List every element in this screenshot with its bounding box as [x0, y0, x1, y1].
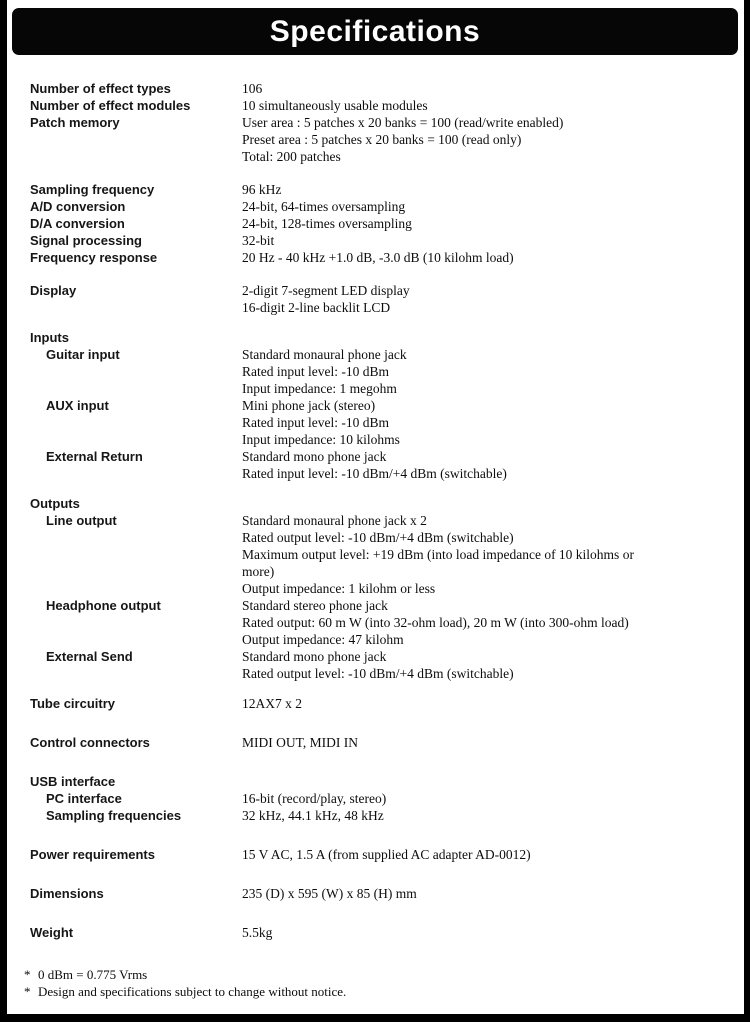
footnotes [24, 967, 734, 1000]
spec-section-row [30, 773, 734, 790]
spec-label: A/D conversion [30, 199, 126, 214]
spec-row [30, 114, 734, 165]
spec-row [30, 198, 734, 215]
spec-value-line: Input impedance: 10 kilohms [242, 432, 400, 447]
spec-values [242, 114, 734, 165]
specifications-header [12, 8, 738, 55]
spec-values [242, 695, 734, 712]
spec-value-line: Rated output: 60 m W (into 32-ohm load), 20 m W (into 300-ohm load) [242, 615, 629, 630]
spec-value-line: MIDI OUT, MIDI IN [242, 735, 358, 750]
spec-label: Outputs [30, 496, 80, 511]
spec-values [242, 885, 734, 902]
footnote-marker: * [24, 983, 31, 999]
spec-row [30, 846, 734, 863]
spec-label: Display [30, 283, 77, 298]
spec-label: External Return [46, 449, 143, 464]
spec-row [30, 97, 734, 114]
spec-value-line: 5.5kg [242, 925, 273, 940]
spec-values [242, 846, 734, 863]
spec-label: Number of effect types [30, 81, 171, 96]
page-title: Specifications [269, 14, 481, 48]
spec-label: Control connectors [30, 735, 150, 750]
spec-label: PC interface [46, 791, 122, 806]
footnote-text: 0 dBm = 0.775 Vrms [38, 967, 148, 982]
spec-value-line: Rated output level: -10 dBm/+4 dBm (switchable) [242, 666, 514, 681]
spec-row [30, 181, 734, 198]
spec-value-line: Maximum output level: +19 dBm (into load impedance of 10 kilohms or [242, 547, 634, 562]
spec-values [242, 448, 734, 482]
footnote [24, 967, 734, 984]
spec-label: Frequency response [30, 250, 158, 265]
spec-value-line: Standard mono phone jack [242, 649, 387, 664]
spec-value-line: Total: 200 patches [242, 149, 341, 164]
spec-label: Signal processing [30, 233, 142, 248]
spec-table [30, 80, 734, 941]
spec-value-line: 10 simultaneously usable modules [242, 98, 428, 113]
spec-row [30, 512, 734, 597]
spec-values [242, 198, 734, 215]
spec-row [30, 734, 734, 751]
spec-row [30, 80, 734, 97]
footnote [24, 984, 734, 1001]
spec-value-line: Rated output level: -10 dBm/+4 dBm (switchable) [242, 530, 514, 545]
spec-value-line: Rated input level: -10 dBm/+4 dBm (switchable) [242, 466, 507, 481]
spec-row [30, 232, 734, 249]
spec-row [30, 397, 734, 448]
page-edge-left [0, 0, 7, 1022]
spec-value-line: Rated input level: -10 dBm [242, 415, 389, 430]
spec-label: Guitar input [46, 347, 120, 362]
spec-label: Sampling frequencies [46, 808, 182, 823]
spec-label: Dimensions [30, 886, 104, 901]
page-edge-bottom [0, 1014, 750, 1022]
spec-value-line: Output impedance: 47 kilohm [242, 632, 404, 647]
spec-values [242, 346, 734, 397]
spec-section-row [30, 329, 734, 346]
spec-value-line: 16-bit (record/play, stereo) [242, 791, 387, 806]
spec-row [30, 282, 734, 316]
spec-value-line: 16-digit 2-line backlit LCD [242, 300, 391, 315]
spec-row [30, 215, 734, 232]
spec-row [30, 249, 734, 266]
spec-value-line: 32 kHz, 44.1 kHz, 48 kHz [242, 808, 384, 823]
spec-value-line: 20 Hz - 40 kHz +1.0 dB, -3.0 dB (10 kilohm load) [242, 250, 514, 265]
spec-value-line: 106 [242, 81, 263, 96]
spec-value-line: Standard monaural phone jack [242, 347, 407, 362]
spec-value-line: Output impedance: 1 kilohm or less [242, 581, 436, 596]
spec-value-line: Mini phone jack (stereo) [242, 398, 376, 413]
page-edge-right [744, 0, 750, 1022]
spec-label: D/A conversion [30, 216, 125, 231]
spec-label: External Send [46, 649, 133, 664]
spec-values [242, 97, 734, 114]
spec-value-line: 15 V AC, 1.5 A (from supplied AC adapter AD-0012) [242, 847, 531, 862]
spec-label: Headphone output [46, 598, 161, 613]
footnote-marker: * [24, 967, 31, 982]
spec-values [242, 924, 734, 941]
spec-label: Sampling frequency [30, 182, 155, 197]
spec-value-line: 12AX7 x 2 [242, 696, 302, 711]
spec-label: Patch memory [30, 115, 120, 130]
spec-label: Inputs [30, 330, 69, 345]
spec-value-line: Preset area : 5 patches x 20 banks = 100 (read only) [242, 132, 522, 147]
spec-values [242, 232, 734, 249]
spec-value-line: Input impedance: 1 megohm [242, 381, 397, 396]
spec-value-line: 24-bit, 128-times oversampling [242, 216, 412, 231]
spec-value-line: 96 kHz [242, 182, 282, 197]
footnote-text: Design and specifications subject to change without notice. [38, 983, 347, 999]
spec-content [24, 80, 734, 1000]
spec-values [242, 597, 734, 648]
spec-value-line: Rated input level: -10 dBm [242, 364, 389, 379]
spec-value-line: more) [242, 564, 275, 579]
spec-value-line: User area : 5 patches x 20 banks = 100 (read/write enabled) [242, 115, 564, 130]
spec-label: Weight [30, 925, 74, 940]
spec-row [30, 885, 734, 902]
spec-values [242, 181, 734, 198]
spec-label: Line output [46, 513, 117, 528]
spec-values [242, 249, 734, 266]
spec-label: AUX input [46, 398, 109, 413]
spec-value-line: 32-bit [242, 233, 275, 248]
spec-label: USB interface [30, 774, 116, 789]
spec-row [30, 695, 734, 712]
spec-values [242, 648, 734, 682]
spec-value-line: Standard mono phone jack [242, 449, 387, 464]
spec-label: Number of effect modules [30, 98, 191, 113]
spec-row [30, 924, 734, 941]
spec-values [242, 215, 734, 232]
spec-values [242, 734, 734, 751]
spec-values [242, 80, 734, 97]
spec-label: Power requirements [30, 847, 155, 862]
spec-values [242, 282, 734, 316]
spec-values [242, 512, 734, 597]
spec-section-row [30, 495, 734, 512]
spec-values [242, 807, 734, 824]
spec-row [30, 648, 734, 682]
spec-values [242, 397, 734, 448]
spec-row [30, 597, 734, 648]
spec-row [30, 346, 734, 397]
spec-value-line: Standard stereo phone jack [242, 598, 388, 613]
spec-label: Tube circuitry [30, 696, 116, 711]
spec-value-line: 235 (D) x 595 (W) x 85 (H) mm [242, 886, 417, 901]
spec-value-line: Standard monaural phone jack x 2 [242, 513, 427, 528]
spec-value-line: 24-bit, 64-times oversampling [242, 199, 406, 214]
spec-row [30, 790, 734, 807]
spec-value-line: 2-digit 7-segment LED display [242, 283, 410, 298]
spec-row [30, 807, 734, 824]
spec-row [30, 448, 734, 482]
spec-values [242, 790, 734, 807]
